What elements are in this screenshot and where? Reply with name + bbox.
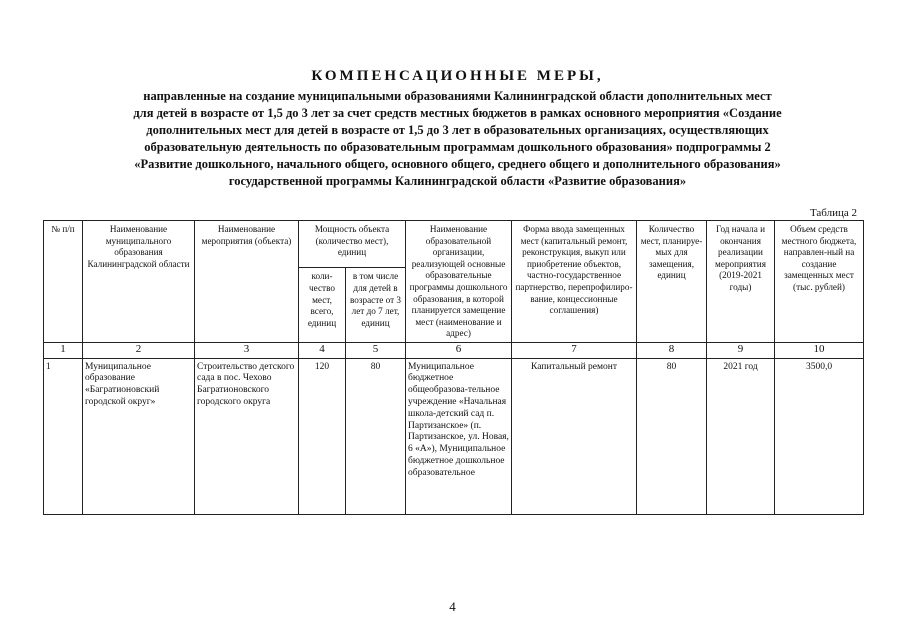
column-number: 3 [195, 342, 299, 358]
header-capacity: Мощность объекта (количество мест), единиц [299, 221, 406, 268]
cell-measure: Строительство детского сада в пос. Чехово Багратионовского городского округа [195, 358, 299, 514]
cell-number: 1 [44, 358, 83, 514]
cell-places-3-7: 80 [346, 358, 406, 514]
column-number: 4 [299, 342, 346, 358]
header-measure: Наименование мероприятия (объекта) [195, 221, 299, 343]
header-year: Год начала и окончания реализации мероприятия (2019-2021 годы) [707, 221, 775, 343]
header-amount: Объем средств местного бюджета, направлен-ный на создание замещенных мест (тыс. рублей) [775, 221, 864, 343]
header-organization: Наименование образовательной организации, реализующей основные образовательные программы дошкольного образования, в которой планируется замещение мест (наименование и адрес) [406, 221, 512, 343]
table-row [44, 358, 864, 514]
page-number: 4 [449, 599, 456, 614]
column-number: 10 [775, 342, 864, 358]
header-number: № п/п [44, 221, 83, 343]
column-number: 6 [406, 342, 512, 358]
cell-municipality: Муниципальное образование «Багратионовский городской округ» [83, 358, 195, 514]
cell-year: 2021 год [707, 358, 775, 514]
cell-organization: Муниципальное бюджетное общеобразова-тельное учреждение «Начальная школа-детский сад п. Партизанское» (п. Партизанское, ул. Новая, 6 «А»), Муниципальное бюджетное дошкольное образовательное [406, 358, 512, 514]
subtitle-line: государственной программы Калининградской области «Развитие образования» [228, 174, 687, 188]
subtitle-line: «Развитие дошкольного, начального общего, основного общего, среднего общего и дополнительного образования» [134, 157, 781, 171]
header-municipality: Наименование муниципального образования Калининградской области [83, 221, 195, 343]
cell-amount: 3500,0 [775, 358, 864, 514]
column-number: 2 [83, 342, 195, 358]
cell-total-places: 120 [299, 358, 346, 514]
header-form: Форма ввода замещенных мест (капитальный ремонт, реконструкция, выкуп или приобретение объектов, частно-государственное партнерство, перепрофилиро-вание, концессионные соглашения) [512, 221, 637, 343]
column-number: 5 [346, 342, 406, 358]
subtitle-line: дополнительных мест для детей в возрасте от 1,5 до 3 лет в образовательных организациях, осуществляющих [146, 123, 769, 137]
column-number: 7 [512, 342, 637, 358]
header-places: Количество мест, планируе-мых для замещения, единиц [637, 221, 707, 343]
subtitle-line: направленные на создание муниципальными образованиями Калининградской области дополнительных мест [143, 89, 772, 103]
document-title: КОМПЕНСАЦИОННЫЕ МЕРЫ, [311, 68, 604, 84]
cell-form: Капитальный ремонт [512, 358, 637, 514]
compensation-table [43, 220, 864, 515]
column-number: 8 [637, 342, 707, 358]
cell-places: 80 [637, 358, 707, 514]
subtitle-line: для детей в возрасте от 1,5 до 3 лет за счет средств местных бюджетов в рамках основного мероприятия «Создание [133, 106, 782, 120]
header-total-places: коли-чество мест, всего, единиц [299, 268, 346, 342]
table-label: Таблица 2 [809, 207, 857, 219]
subtitle-line: образовательную деятельность по образовательным программам дошкольного образования» подпрограммы 2 [144, 140, 771, 154]
column-number: 1 [44, 342, 83, 358]
header-places-3-7: в том числе для детей в возрасте от 3 лет до 7 лет, единиц [346, 268, 406, 342]
column-number: 9 [707, 342, 775, 358]
